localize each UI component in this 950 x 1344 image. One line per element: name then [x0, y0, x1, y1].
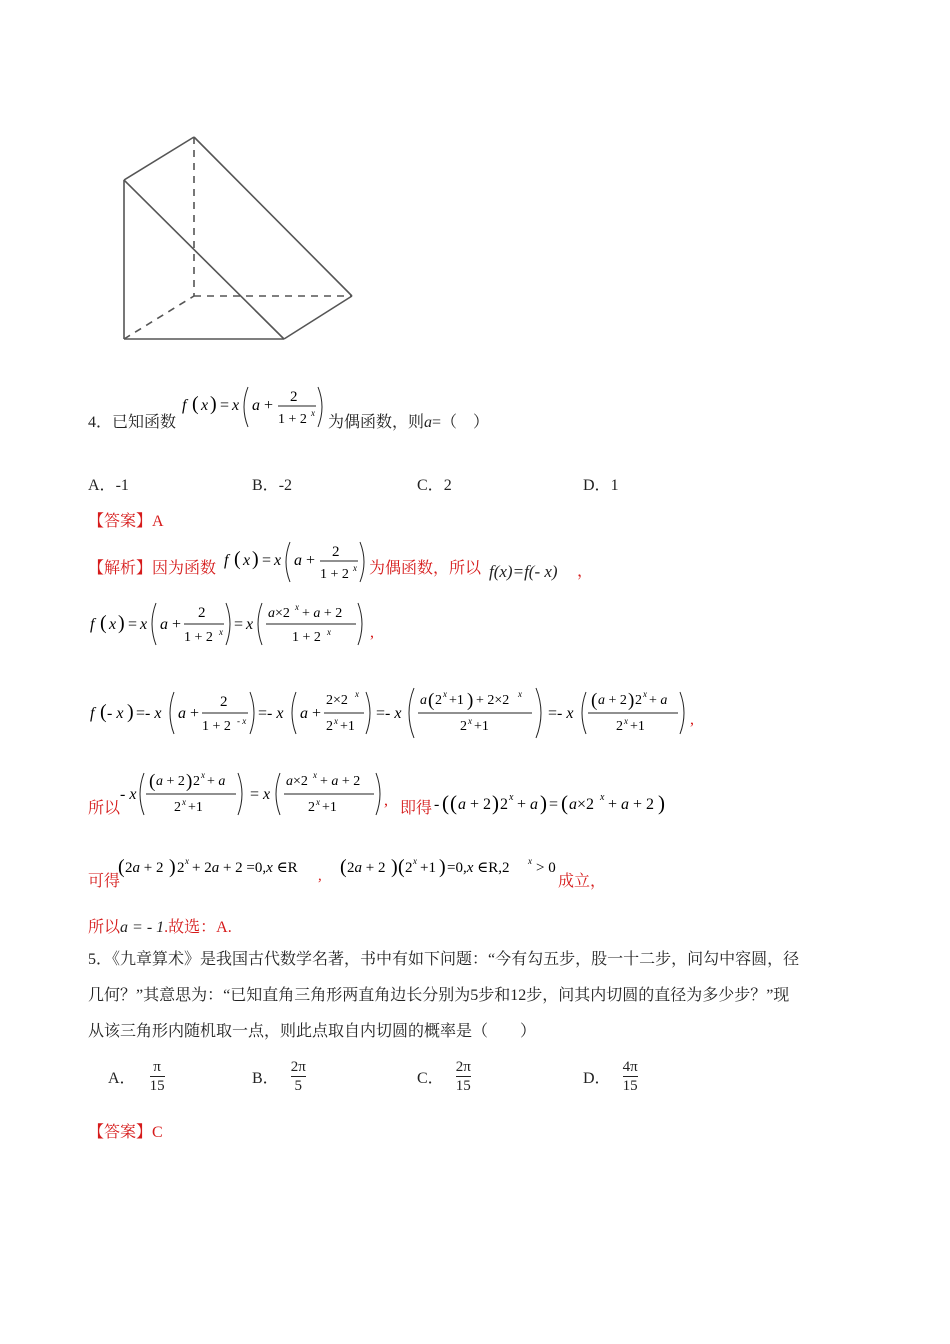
svg-text:2: 2 — [405, 860, 413, 876]
q4-holds-label: 成立， — [558, 873, 607, 890]
svg-text:+1: +1 — [449, 693, 464, 708]
svg-text:2: 2 — [308, 800, 315, 815]
q5-line-3: 从该三角形内随机取一点，则此点取自内切圆的概率是（ ） — [88, 1023, 537, 1040]
svg-text:(: ( — [118, 856, 125, 878]
svg-text:1 + 2: 1 + 2 — [202, 719, 231, 734]
svg-text:,: , — [384, 792, 388, 809]
svg-text:+ a + 2: + a + 2 — [320, 774, 361, 789]
svg-text:x: x — [201, 770, 205, 780]
svg-text:x: x — [528, 856, 532, 866]
svg-text:a: a — [294, 552, 302, 569]
svg-text:+: + — [312, 705, 322, 722]
svg-text:(: ( — [428, 690, 435, 711]
svg-text:x: x — [274, 552, 282, 569]
formula-den: 1 + 2 — [278, 412, 307, 427]
equation-result-2 — [340, 850, 560, 884]
svg-text:x: x — [643, 689, 647, 699]
q4-stem-end: =（ ） — [432, 414, 490, 431]
q4-function-formula — [180, 383, 325, 433]
svg-text:x: x — [518, 689, 522, 699]
formula-lhs-paren: ) — [210, 393, 217, 415]
formula-lhs: f — [182, 397, 187, 414]
svg-text:): ) — [467, 690, 474, 711]
q4-answer — [88, 508, 164, 531]
answer-tag: 【答案】 — [88, 1124, 153, 1141]
svg-text:=: = — [128, 616, 138, 633]
q5-option-d[interactable]: D． $\frac{4\pi}{15}$ — [583, 1059, 638, 1094]
svg-text:> 0: > 0 — [536, 860, 556, 876]
svg-text:): ) — [127, 701, 134, 723]
svg-text:=- x: =- x — [548, 705, 574, 722]
equation-f-neg-x — [88, 682, 708, 742]
svg-text:x: x — [219, 627, 223, 637]
svg-text:1 + 2: 1 + 2 — [184, 630, 213, 645]
svg-text:x: x — [109, 616, 117, 633]
formula-lhs-paren: ( — [192, 393, 199, 415]
svg-text:x: x — [140, 616, 148, 633]
q4-get-label: 可得 — [88, 873, 121, 890]
svg-text:(: ( — [561, 791, 568, 815]
svg-text:(: ( — [100, 612, 107, 634]
svg-text:+: + — [172, 616, 182, 633]
svg-text:- x: - x — [237, 716, 247, 726]
svg-text:1 + 2: 1 + 2 — [292, 630, 321, 645]
svg-text:(: ( — [234, 548, 241, 570]
svg-text:=: = — [549, 796, 559, 813]
svg-text:x: x — [316, 797, 320, 807]
svg-text:(: ( — [398, 856, 405, 878]
svg-text:x: x — [355, 689, 359, 699]
svg-text:2: 2 — [193, 774, 200, 789]
svg-text:=- x: =- x — [376, 705, 402, 722]
prism-figure — [110, 125, 370, 355]
svg-text:,: , — [690, 711, 694, 728]
svg-text:a×2: a×2 — [268, 606, 290, 621]
svg-text:a: a — [178, 705, 186, 722]
formula-plus: + — [264, 397, 274, 414]
q5-line-1: 5．《九章算术》是我国古代数学名著，书中有如下问题：“今有勾五步，股一十二步，问勾中容圆，径 — [88, 951, 800, 968]
svg-text:f: f — [90, 705, 95, 722]
svg-text:a: a — [300, 705, 308, 722]
svg-text:2: 2 — [220, 694, 228, 710]
svg-text:=- x: =- x — [136, 705, 162, 722]
q4-comma: ， — [577, 563, 594, 580]
svg-text:+: + — [306, 552, 316, 569]
svg-text:+1: +1 — [630, 719, 645, 734]
svg-text:): ) — [540, 791, 547, 815]
svg-text:2: 2 — [616, 719, 623, 734]
svg-text:a + 2: a + 2 — [598, 693, 627, 708]
svg-text:x: x — [413, 856, 417, 866]
svg-text:(: ( — [591, 690, 598, 711]
svg-text:): ) — [169, 856, 176, 878]
svg-text:a + 2: a + 2 — [156, 774, 185, 789]
svg-text:2: 2 — [332, 544, 340, 560]
svg-text:(: ( — [149, 771, 156, 792]
svg-text:+: + — [190, 705, 200, 722]
q4-analysis-even: 为偶函数，所以 — [369, 560, 482, 577]
svg-text:x: x — [263, 786, 271, 803]
big-paren-right — [318, 387, 322, 427]
svg-text:x: x — [468, 716, 472, 726]
equation-result-1 — [118, 850, 338, 884]
svg-text:x: x — [246, 616, 254, 633]
svg-text:+ a: + a — [517, 796, 539, 813]
svg-text:x: x — [185, 856, 189, 866]
formula-x: x — [232, 397, 240, 414]
formula-exp: x — [311, 408, 315, 418]
svg-text:+ a + 2: + a + 2 — [302, 606, 343, 621]
q5-option-a[interactable]: A． $\frac{\pi}{15}$ — [108, 1059, 165, 1094]
svg-text:a×2: a×2 — [569, 796, 595, 813]
svg-text:x: x — [353, 563, 357, 573]
svg-text:x: x — [334, 716, 338, 726]
svg-text:1 + 2: 1 + 2 — [320, 567, 349, 582]
svg-text:+ a + 2: + a + 2 — [608, 796, 655, 813]
q4-analysis-intro: 【解析】因为函数 — [88, 560, 217, 577]
answer-value: C — [152, 1124, 163, 1141]
svg-text:2a + 2: 2a + 2 — [347, 860, 386, 876]
svg-text:x: x — [443, 689, 447, 699]
edge — [284, 296, 352, 339]
q5-line-2: 几何？”其意思为：“已知直角三角形两直角边长分别为5步和12步，问其内切圆的直径为多少步？”现 — [88, 987, 790, 1004]
svg-text:a: a — [420, 693, 427, 708]
q4-option-b[interactable]: B．-2 — [252, 477, 293, 494]
svg-text:f: f — [224, 552, 229, 569]
svg-text:f: f — [90, 616, 95, 633]
q4-option-d[interactable]: D．1 — [583, 477, 619, 494]
formula-a: a — [252, 397, 260, 414]
svg-text:): ) — [391, 856, 398, 878]
equation-derived — [434, 785, 674, 821]
svg-text:,: , — [318, 868, 322, 884]
q4-final-eq: a = - 1 — [120, 919, 165, 936]
svg-text:+1: +1 — [420, 860, 436, 876]
formula-num: 2 — [290, 389, 298, 405]
svg-text:+ a: + a — [649, 693, 668, 708]
svg-text:): ) — [439, 856, 446, 878]
q4-option-c[interactable]: C．2 — [417, 477, 452, 494]
svg-text:=0,x ∈R,2: =0,x ∈R,2 — [447, 860, 510, 876]
svg-text:+1: +1 — [340, 719, 355, 734]
svg-text:2: 2 — [500, 796, 508, 813]
svg-text:): ) — [628, 690, 635, 711]
answer-value: A — [152, 513, 164, 530]
q4-stem-var: a — [424, 414, 433, 431]
svg-text:x: x — [313, 770, 317, 780]
svg-text:2: 2 — [460, 719, 467, 734]
hidden-edge — [124, 296, 194, 339]
svg-text:(: ( — [100, 701, 107, 723]
svg-text:2: 2 — [198, 605, 206, 621]
svg-text:x: x — [182, 797, 186, 807]
q4-option-a[interactable]: A．-1 — [88, 477, 129, 494]
big-paren-left — [244, 387, 248, 427]
svg-text:x: x — [624, 716, 628, 726]
svg-text:- x: - x — [107, 705, 124, 722]
svg-text:2×2: 2×2 — [326, 693, 348, 708]
svg-text:): ) — [118, 612, 125, 634]
q5-stem — [88, 942, 868, 1050]
svg-text:(: ( — [340, 856, 347, 878]
q4-so-label: 所以 — [88, 800, 121, 817]
q4-derive-label: 即得 — [400, 800, 433, 817]
svg-text:x: x — [295, 602, 299, 612]
svg-text:=: = — [262, 552, 272, 569]
q5-option-c[interactable]: C． $\frac{2\pi}{15}$ — [417, 1059, 471, 1094]
svg-text:-: - — [434, 796, 440, 813]
svg-text:+1: +1 — [322, 800, 337, 815]
svg-text:,: , — [370, 624, 374, 641]
svg-text:(: ( — [450, 791, 457, 815]
q4-final: 所以a = - 1.故选：A. — [88, 919, 232, 936]
answer-tag: 【答案】 — [88, 513, 153, 530]
svg-text:x: x — [509, 792, 514, 803]
q4-stem-suffix: 为偶函数，则a=（ ） — [328, 414, 490, 431]
svg-text:+ 2a + 2 =0,x ∈R: + 2a + 2 =0,x ∈R — [192, 860, 298, 876]
q4-number: 4． — [88, 414, 113, 431]
formula-eq: = — [220, 397, 230, 414]
svg-text:x: x — [243, 552, 251, 569]
svg-text:2a + 2: 2a + 2 — [125, 860, 164, 876]
svg-text:2: 2 — [635, 693, 642, 708]
formula-lhs-var: x — [201, 397, 209, 414]
q5-answer — [88, 1119, 163, 1142]
edge — [124, 137, 194, 180]
svg-text:+ a: + a — [207, 774, 226, 789]
svg-text:+1: +1 — [474, 719, 489, 734]
svg-text:a + 2: a + 2 — [458, 796, 492, 813]
q4-analysis-formula — [222, 538, 367, 588]
svg-text:(: ( — [442, 791, 449, 815]
svg-text:=: = — [250, 786, 260, 803]
svg-text:2: 2 — [174, 800, 181, 815]
svg-text:+1: +1 — [188, 800, 203, 815]
q4-even-equation: f(x)=f(- x) — [489, 562, 558, 581]
svg-text:- x: - x — [120, 786, 137, 803]
svg-text:x: x — [327, 627, 331, 637]
svg-text:a: a — [160, 616, 168, 633]
svg-text:2: 2 — [435, 693, 442, 708]
svg-text:=- x: =- x — [258, 705, 284, 722]
svg-text:): ) — [658, 791, 665, 815]
svg-text:): ) — [492, 791, 499, 815]
svg-text:a×2: a×2 — [286, 774, 308, 789]
svg-text:): ) — [186, 771, 193, 792]
svg-text:x: x — [600, 792, 605, 803]
svg-text:): ) — [252, 548, 259, 570]
svg-text:2: 2 — [177, 860, 185, 876]
q5-option-b[interactable]: B． $\frac{2\pi}{5}$ — [252, 1059, 306, 1094]
svg-text:+ 2×2: + 2×2 — [476, 693, 510, 708]
svg-text:=: = — [234, 616, 244, 633]
q4-stem — [88, 409, 176, 432]
svg-text:2: 2 — [326, 719, 333, 734]
equation-fx — [88, 597, 388, 649]
q4-stem-prefix: 已知函数 — [112, 414, 177, 431]
